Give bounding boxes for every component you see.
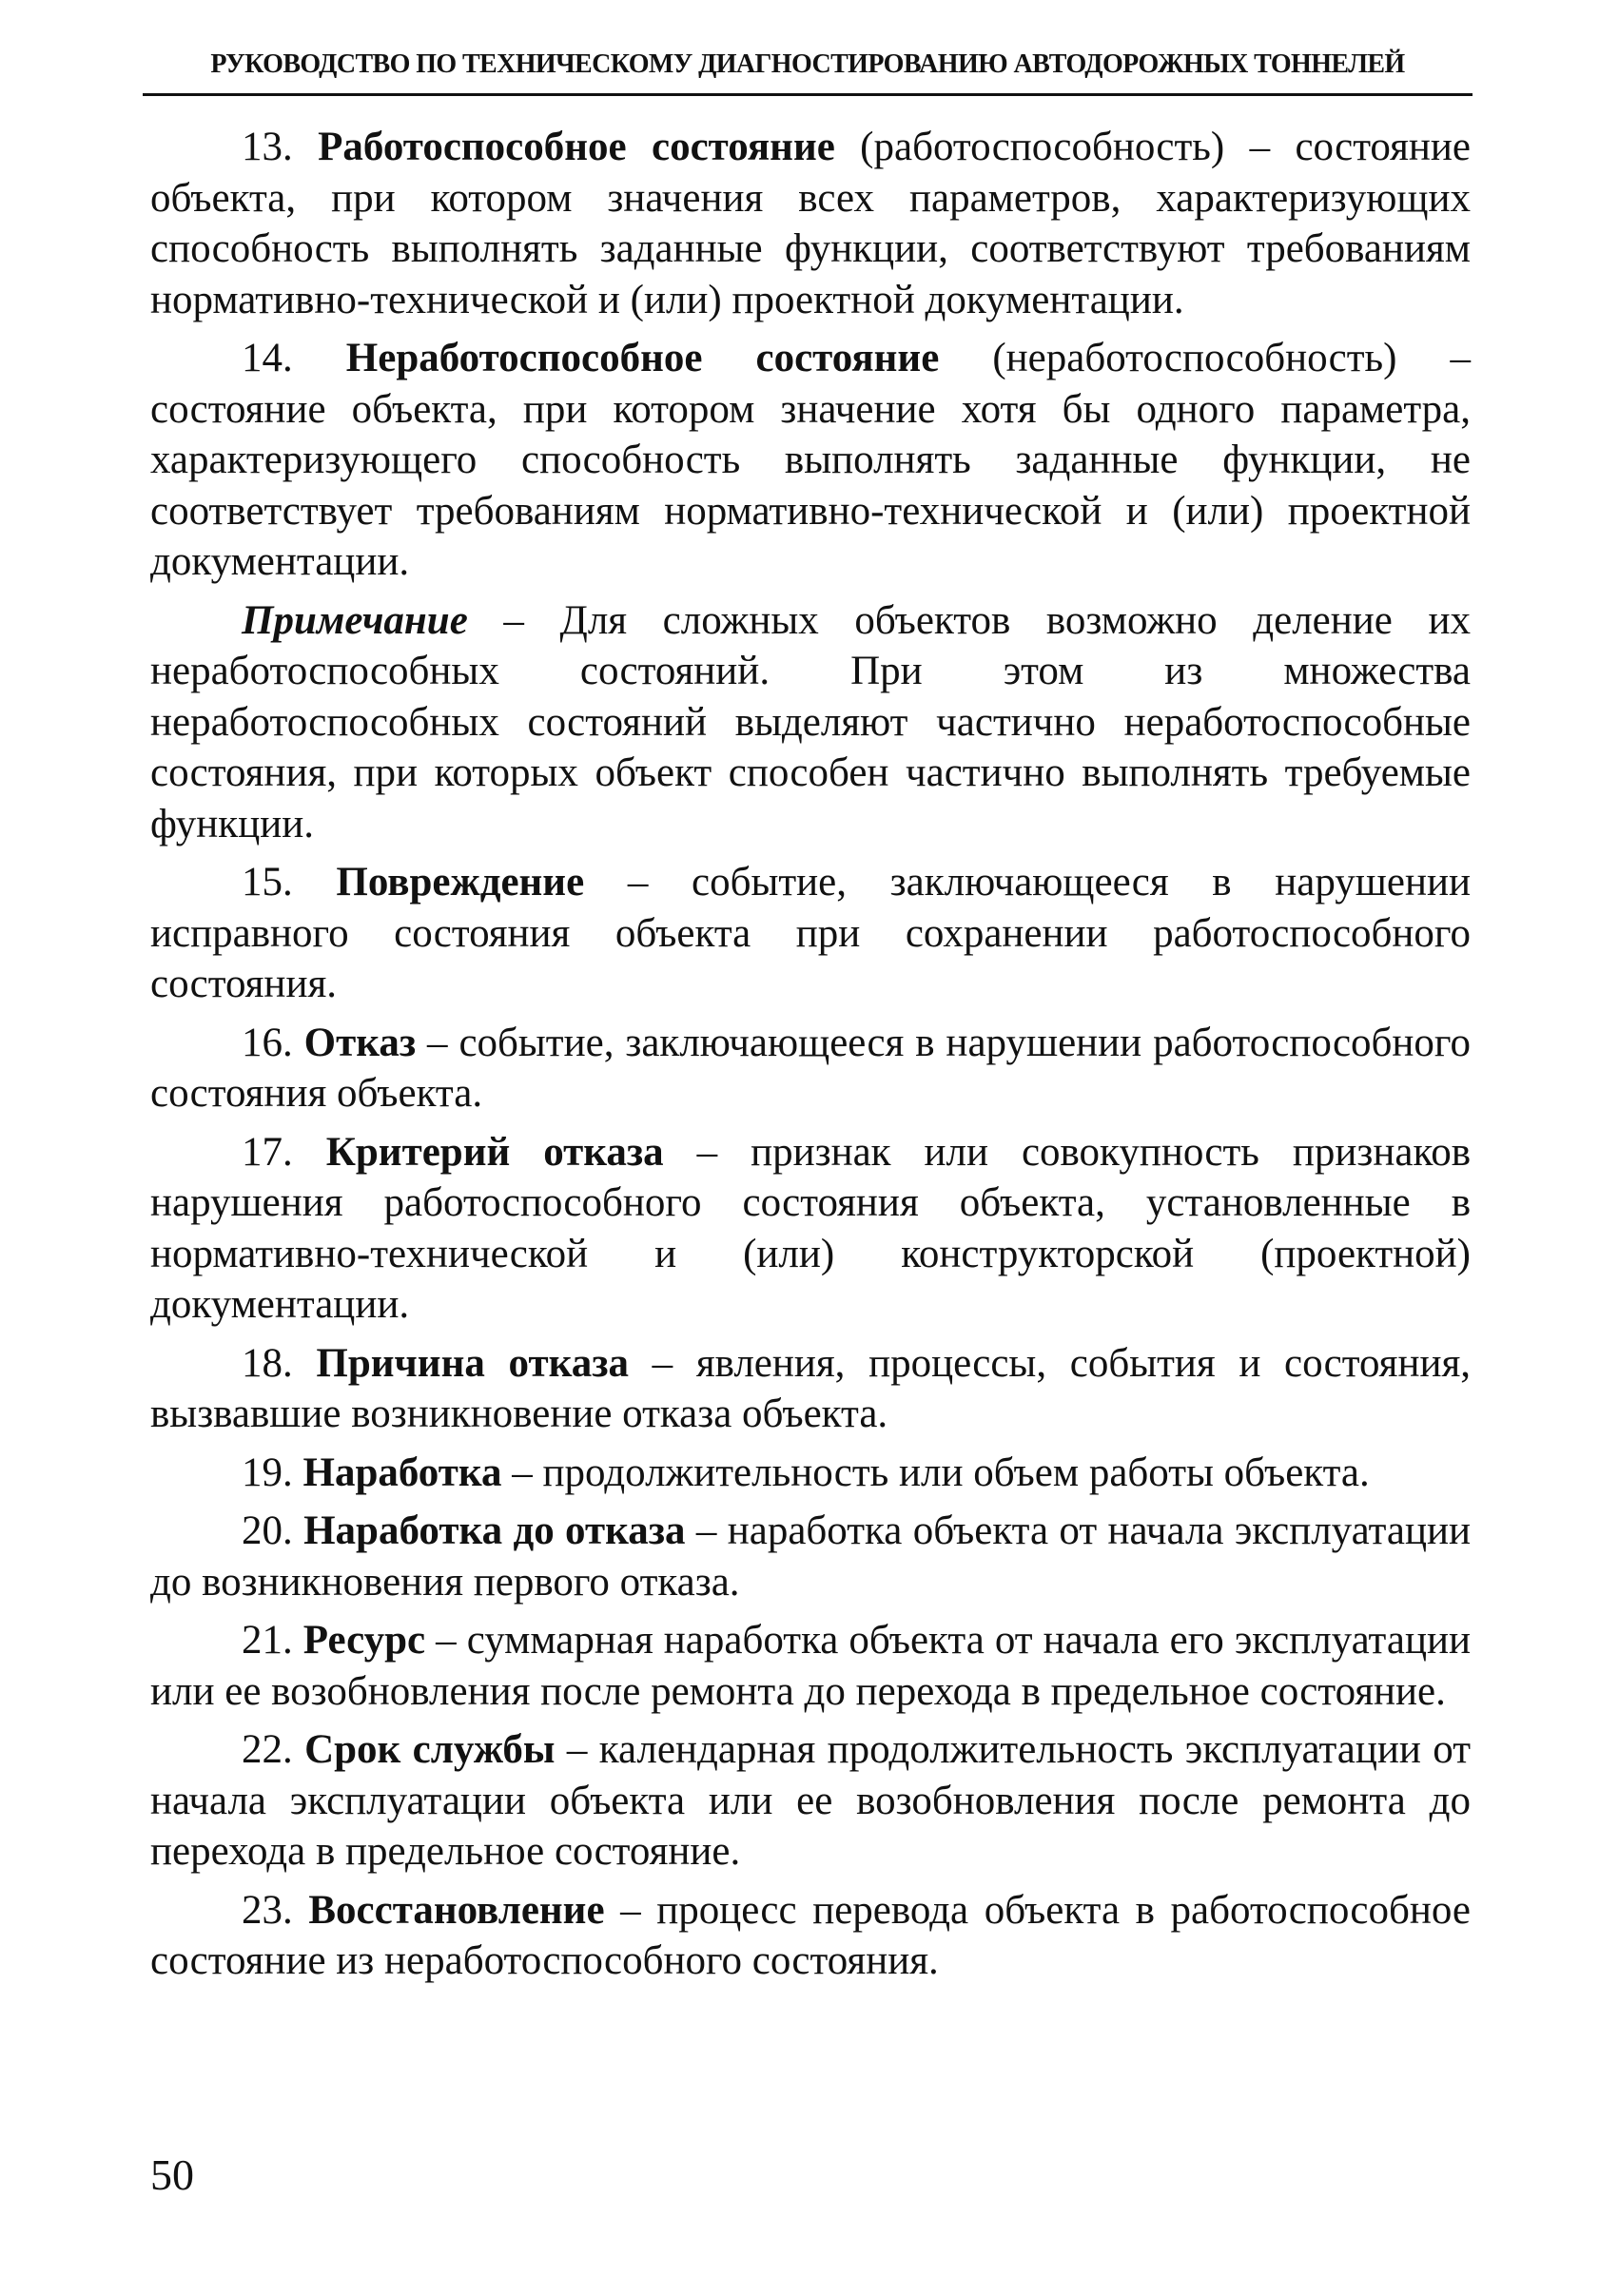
- item-number: 15.: [242, 860, 293, 905]
- defined-term: Наработка до отказа: [303, 1508, 686, 1553]
- page-number: 50: [150, 2150, 194, 2199]
- definition-text: – наработка объекта от начала эксплуатации до возникновения первого отказа.: [150, 1508, 1472, 1605]
- note-label: Примечание: [242, 597, 468, 643]
- item-number: 17.: [242, 1129, 293, 1175]
- definition-text: – продолжительность или объем работы объекта.: [501, 1450, 1370, 1495]
- definition-text: (работоспособность) – состояние объекта, при котором значения всех параметров, характеризующих способность выполнять заданные функции, соответствуют требованиям нормативно-технической и (или) проектной документации.: [150, 125, 1471, 322]
- header-rule: [143, 93, 1473, 96]
- item-number: 13.: [242, 125, 293, 169]
- definition-text: – процесс перевода объекта в работоспособное состояние из неработоспособного состояния.: [150, 1887, 1471, 1983]
- item-number: 18.: [242, 1340, 293, 1386]
- note-text: – Для сложных объектов возможно деление их неработоспособных состояний. При этом из множества неработоспособных состояний выделяют частично неработоспособные состояния, при которых объект способен частично выполнять требуемые функции.: [150, 597, 1471, 846]
- defined-term: Отказ: [303, 1020, 417, 1065]
- item-number: 21.: [242, 1618, 293, 1663]
- definition-13: [150, 122, 1471, 325]
- definition-text: – явления, процессы, события и состояния, вызвавшие возникновение отказа объекта.: [150, 1340, 1471, 1436]
- definition-20: [150, 1506, 1471, 1607]
- defined-term: Наработка: [302, 1450, 502, 1495]
- defined-term: Срок службы: [304, 1727, 556, 1772]
- definition-17: [150, 1127, 1471, 1331]
- definition-text: – событие, заключающееся в нарушении работоспособного состояния объекта.: [150, 1020, 1471, 1116]
- defined-term: Работоспособное состояние: [318, 125, 835, 169]
- definition-15: [150, 857, 1471, 1010]
- page-body: [150, 122, 1471, 1994]
- item-number: 16.: [242, 1020, 293, 1065]
- definition-14: [150, 333, 1471, 588]
- definition-19: [150, 1448, 1471, 1499]
- defined-term: Критерий отказа: [325, 1129, 664, 1175]
- definition-23: [150, 1885, 1471, 1987]
- defined-term: Неработоспособное состояние: [345, 336, 940, 380]
- defined-term: Ресурс: [302, 1618, 426, 1663]
- definition-text: – признак или совокупность признаков нарушения работоспособного состояния объекта, установленные в нормативно-технической и (или) конструкторской (проектной) документации.: [150, 1129, 1471, 1327]
- note-paragraph: [150, 595, 1471, 850]
- definition-text: – суммарная наработка объекта от начала его эксплуатации или ее возобновления после ремонта до перехода в предельное состояние.: [150, 1618, 1471, 1714]
- definition-18: [150, 1338, 1471, 1440]
- definition-22: [150, 1724, 1471, 1878]
- item-number: 19.: [242, 1450, 293, 1495]
- item-number: 23.: [242, 1887, 293, 1933]
- running-header: РУКОВОДСТВО ПО ТЕХНИЧЕСКОМУ ДИАГНОСТИРОВАНИЮ АВТОДОРОЖНЫХ ТОННЕЛЕЙ: [210, 49, 1405, 79]
- definition-text: – событие, заключающееся в нарушении исправного состояния объекта при сохранении работоспособного состояния.: [150, 860, 1471, 1006]
- item-number: 20.: [242, 1508, 293, 1553]
- definition-16: [150, 1018, 1471, 1119]
- definition-21: [150, 1615, 1471, 1717]
- definition-text: – календарная продолжительность эксплуатации от начала эксплуатации объекта или ее возобновления после ремонта до перехода в предельное состояние.: [150, 1727, 1471, 1874]
- item-number: 22.: [242, 1727, 293, 1772]
- definition-text: (неработоспособность) – состояние объекта, при котором значение хотя бы одного параметра, характеризующего способность выполнять заданные функции, не соответствует требованиям нормативно-технической и (или) проектной документации.: [150, 336, 1471, 584]
- item-number: 14.: [242, 336, 293, 380]
- defined-term: Причина отказа: [316, 1340, 629, 1386]
- defined-term: Восстановление: [308, 1887, 605, 1933]
- defined-term: Повреждение: [336, 860, 585, 905]
